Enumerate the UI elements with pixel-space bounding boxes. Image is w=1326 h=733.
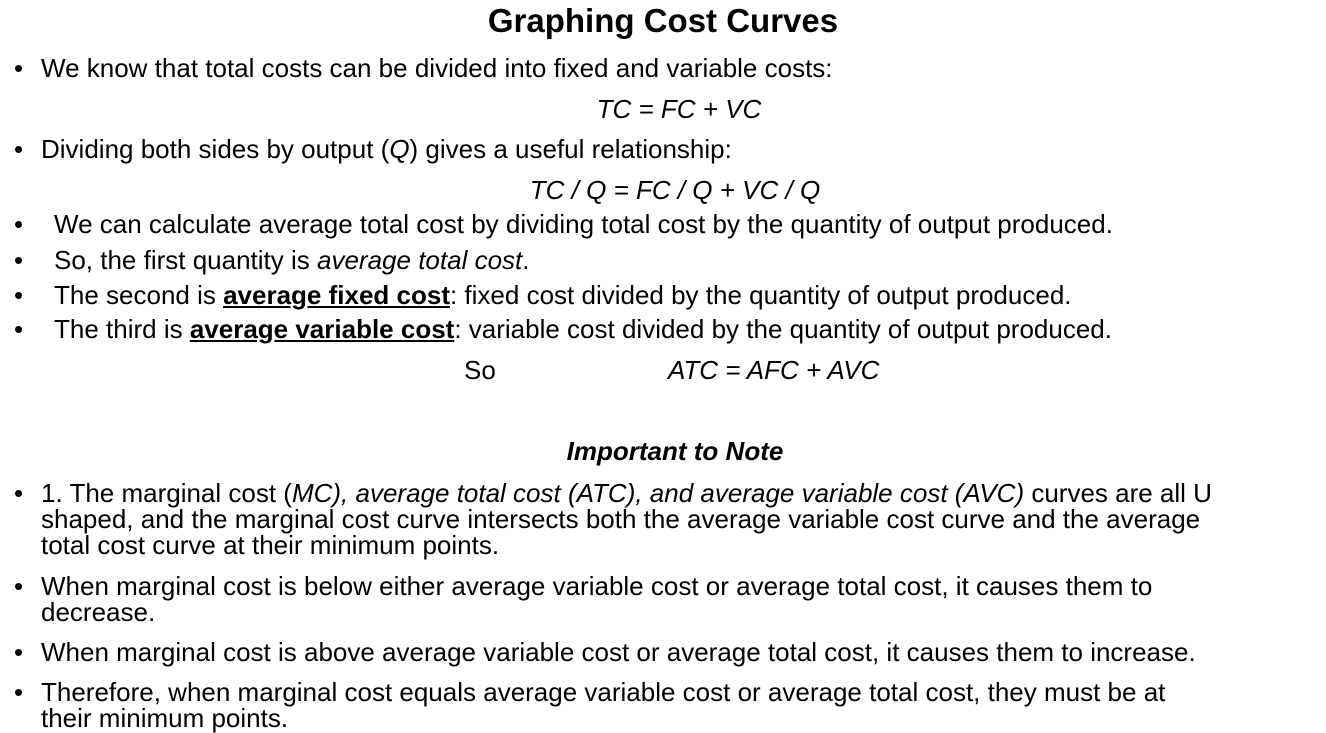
so-label: So (464, 355, 496, 385)
note-4-line-1: Therefore, when marginal cost equals average variable cost or average total cost, they must be at (41, 677, 1166, 707)
text-run-curves: MC), average total cost (ATC), and average variable cost (AVC) (291, 478, 1025, 508)
bullet-marker: • (14, 245, 24, 275)
bullet-text-second (54, 280, 1072, 310)
bullet-marker: • (14, 637, 24, 667)
bullet-marker: • (14, 571, 24, 601)
text-run: : fixed cost divided by the quantity of output produced. (449, 280, 1072, 310)
note-1-line-2: shaped, and the marginal cost curve intersects both the average variable cost curve and the average (41, 504, 1201, 534)
equation-tc: TC = FC + VC (596, 94, 762, 124)
note-3: When marginal cost is above average variable cost or average total cost, it causes them to increase. (41, 637, 1196, 667)
text-run-q: Q (389, 134, 410, 164)
text-run: : variable cost divided by the quantity of output produced. (454, 314, 1112, 344)
note-4-line-2: their minimum points. (41, 703, 289, 733)
note-2-line-2: decrease. (41, 597, 156, 627)
term-average-fixed-cost: average fixed cost (223, 280, 450, 310)
text-run: ) gives a useful relationship: (409, 134, 732, 164)
bullet-marker: • (14, 677, 24, 707)
bullet-marker: • (14, 478, 24, 508)
bullet-text-first-quantity (54, 245, 529, 275)
note-2 (41, 573, 1152, 625)
bullet-text-calculate-atc: We can calculate average total cost by dividing total cost by the quantity of output produced. (54, 209, 1113, 239)
note-1 (41, 480, 1212, 558)
term-average-variable-cost: average variable cost (189, 314, 455, 344)
slide-title: Graphing Cost Curves (487, 2, 839, 39)
text-run: The third is (54, 314, 190, 344)
note-heading: Important to Note (566, 436, 784, 466)
bullet-text-third (54, 314, 1112, 344)
note-2-line-1: When marginal cost is below either average variable cost or average total cost, it causes them to (41, 571, 1153, 601)
bullet-marker: • (14, 134, 24, 164)
text-run: 1. The marginal cost ( (41, 478, 292, 508)
bullet-text-total-costs: We know that total costs can be divided into fixed and variable costs: (41, 53, 833, 83)
note-4 (41, 679, 1165, 731)
text-run: The second is (54, 280, 224, 310)
note-1-line-3: total cost curve at their minimum points. (41, 530, 500, 560)
bullet-marker: • (14, 209, 24, 239)
equation-average: TC / Q = FC / Q + VC / Q (529, 175, 821, 205)
bullet-marker: • (14, 280, 24, 310)
text-run: Dividing both sides by output ( (41, 134, 390, 164)
bullet-marker: • (14, 314, 24, 344)
text-run: curves are all U (1024, 478, 1212, 508)
text-run: So, the first quantity is (54, 245, 318, 275)
bullet-text-dividing (41, 134, 732, 164)
term-average-total-cost: average total cost (317, 245, 523, 275)
equation-atc: ATC = AFC + AVC (668, 355, 880, 385)
text-run: . (522, 245, 530, 275)
note-1-line-1 (41, 480, 1212, 506)
bullet-marker: • (14, 53, 24, 83)
